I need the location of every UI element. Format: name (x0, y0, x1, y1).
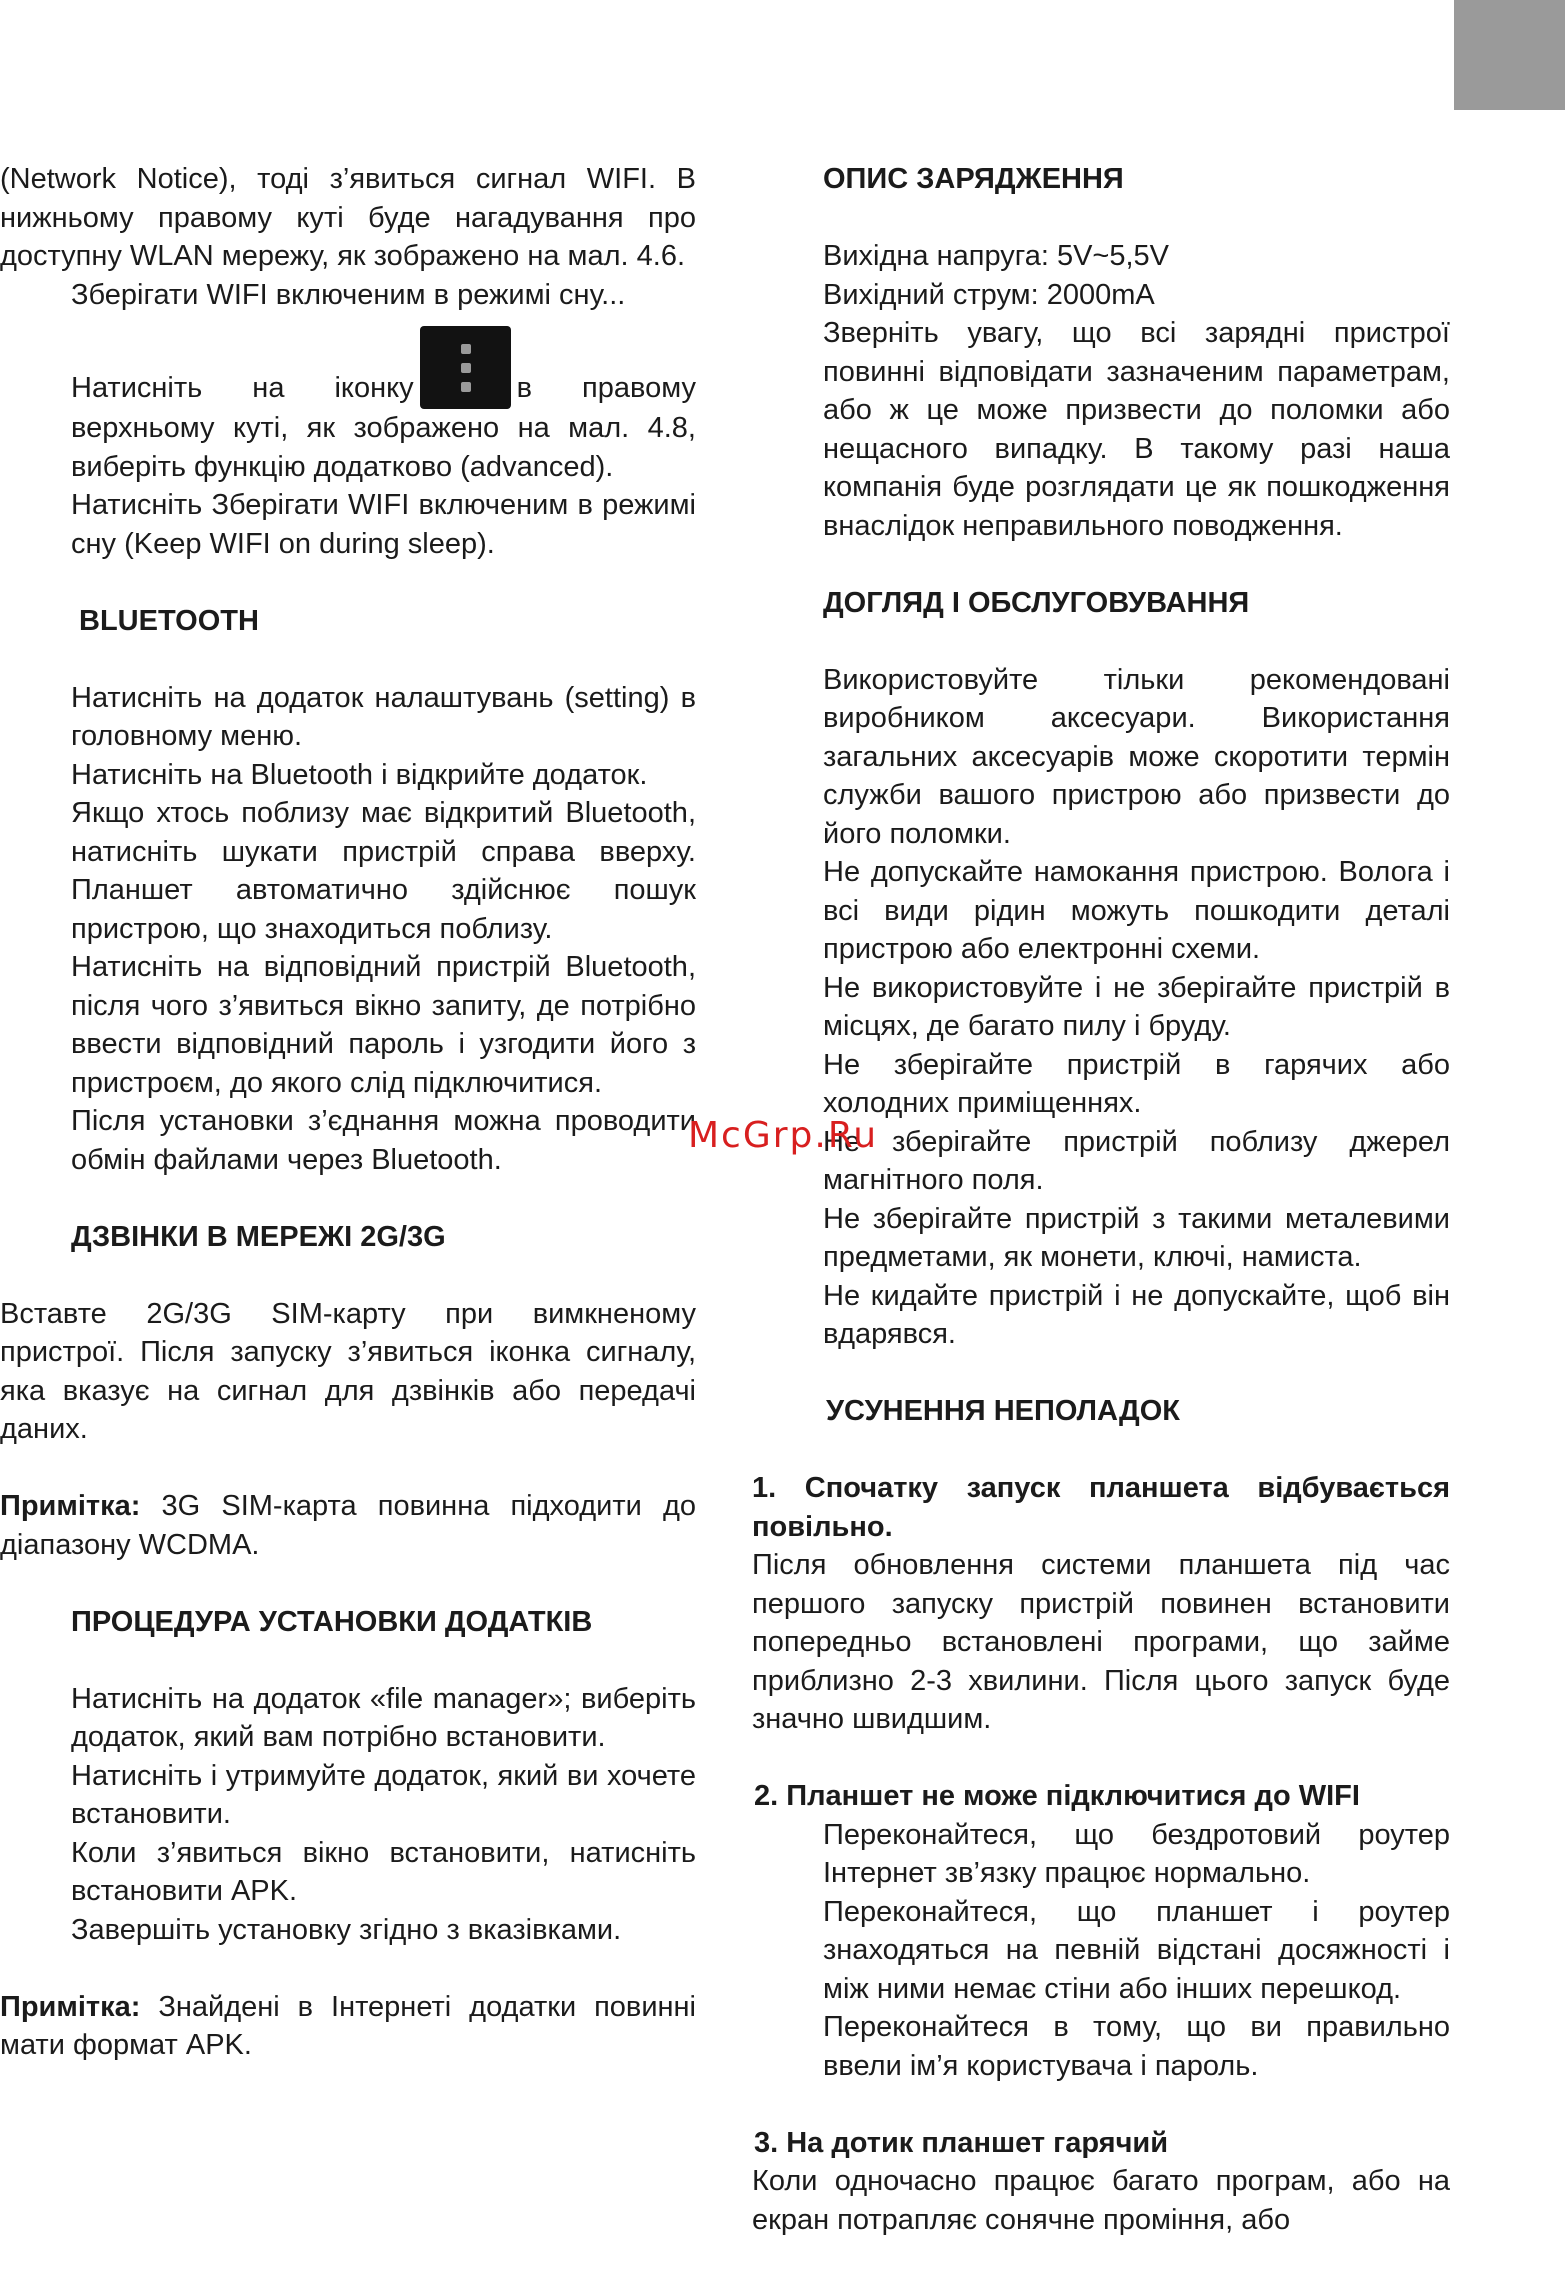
faq-answer: Переконайтеся в тому, що ви правильно ввели ім’я користувача і пароль. (823, 2011, 1450, 2082)
paragraph: Використовуйте тільки рекомендовані виробником аксесуари. Використання загальних аксесуарів може скоротити термін служби вашого пристрою або призвести до його поломки. (823, 663, 1450, 850)
paragraph: Якщо хтось поблизу має відкритий Bluetooth, натисніть шукати пристрій справа вверху. Планшет автоматично здійснює пошук пристрою, що знаходиться поблизу. (71, 797, 696, 945)
paragraph-with-icon (0, 326, 696, 486)
section-heading-troubleshooting: УСУНЕННЯ НЕПОЛАДОК (826, 1395, 1180, 1427)
paragraph: Не кидайте пристрій і не допускайте, щоб він вдарявся. (823, 1279, 1450, 1350)
faq-answer: Після обновлення системи планшета під час першого запуску пристрій повинен встановити попередньо встановлені програми, що займе приблизно 2-3 хвилини. Після цього запуск буде значно швидшим. (752, 1549, 1450, 1735)
paragraph: Не зберігайте пристрій поблизу джерел магнітного поля. (823, 1125, 1450, 1196)
note-label: Примітка: (0, 1990, 141, 2023)
note (0, 1487, 696, 1564)
note (0, 1988, 696, 2065)
paragraph: Завершіть установку згідно з вказівками. (71, 1913, 622, 1946)
section-heading-install: ПРОЦЕДУРА УСТАНОВКИ ДОДАТКІВ (71, 1605, 593, 1638)
paragraph-text: Натисніть на іконку (71, 372, 414, 404)
faq-question: 3. На дотик планшет гарячий (754, 2126, 1169, 2159)
paragraph: Після установки з’єднання можна проводити обмін файлами через Bluetooth. (71, 1105, 696, 1176)
note-label: Примітка: (0, 1490, 141, 1522)
faq-answer: Переконайтеся, що планшет і роутер знаходяться на певній відстані досяжності і між ними немає стіни або інших перешкод. (823, 1895, 1450, 2005)
paragraph: Вихідний струм: 2000mA (823, 278, 1155, 311)
paragraph: Вихідна напруга: 5V~5,5V (823, 240, 1170, 272)
section-heading-calls: ДЗВІНКИ В МЕРЕЖІ 2G/3G (71, 1220, 446, 1253)
paragraph-text: в правому верхньому куті, як зображено на мал. 4.8, виберіть функцію додатково (advanced). (71, 372, 696, 483)
paragraph: Натисніть на додаток «file manager»; виберіть додаток, який вам потрібно встановити. (71, 1682, 696, 1753)
faq-question: 2. Планшет не може підключитися до WIFI (754, 1780, 1360, 1812)
watermark: McGrp.Ru (688, 1115, 879, 1156)
paragraph: Зверніть увагу, що всі зарядні пристрої повинні відповідати зазначеним параметрам, або ж це може призвести до поломки або нещасного випадку. В такому разі наша компанія буде розглядати це як пошкодження внаслідок неправильного поводження. (823, 317, 1450, 542)
paragraph: Натисніть на відповідний пристрій Bluetooth, після чого з’явиться вікно запиту, де потрібно ввести відповідний пароль і узгодити його з пристроєм, до якого слід підключитися. (71, 951, 696, 1099)
paragraph: Зберігати WIFI включеним в режимі сну... (71, 278, 626, 311)
note-text: 3G SIM-карта повинна підходити до діапазону WCDMA. (0, 1490, 696, 1561)
left-column (0, 160, 696, 2065)
paragraph: Не зберігайте пристрій в гарячих або холодних приміщеннях. (823, 1048, 1450, 1119)
right-column (752, 160, 1450, 2239)
page-corner-tab (1454, 0, 1565, 110)
faq-answer: Коли одночасно працює багато програм, або на екран потрапляє сонячне проміння, або (752, 2165, 1450, 2236)
faq-answer: Переконайтеся, що бездротовий роутер Інтернет зв’язку працює нормально. (823, 1818, 1450, 1889)
paragraph: Натисніть на Bluetooth і відкрийте додаток. (71, 758, 648, 791)
paragraph: Натисніть Зберігати WIFI включеним в режимі сну (Keep WIFI on during sleep). (71, 489, 696, 560)
section-heading-charging: ОПИС ЗАРЯДЖЕННЯ (823, 163, 1124, 195)
section-heading-bluetooth: BLUETOOTH (79, 604, 259, 637)
faq-question: 1. Спочатку запуск планшета відбувається повільно. (752, 1472, 1450, 1543)
overflow-menu-icon (420, 326, 511, 409)
note-text: Знайдені в Інтернеті додатки повинні мати формат APK. (0, 1990, 696, 2061)
paragraph: Не допускайте намокання пристрою. Волога і всі види рідин можуть пошкодити деталі пристрою або електронні схеми. (823, 856, 1450, 965)
paragraph: Натисніть на додаток налаштувань (setting) в головному меню. (71, 681, 696, 752)
paragraph: Не використовуйте і не зберігайте пристрій в місцях, де багато пилу і бруду. (823, 971, 1450, 1042)
paragraph: Вставте 2G/3G SIM-карту при вимкненому пристрої. Після запуску з’явиться іконка сигналу, яка вказує на сигнал для дзвінків або передачі даних. (0, 1297, 696, 1445)
paragraph: Коли з’явиться вікно встановити, натисніть встановити APK. (71, 1836, 696, 1907)
section-heading-care: ДОГЛЯД І ОБСЛУГОВУВАННЯ (823, 586, 1250, 619)
paragraph: Не зберігайте пристрій з такими металевими предметами, як монети, ключі, намиста. (823, 1202, 1450, 1273)
paragraph: (Network Notice), тоді з’явиться сигнал WIFI. В нижньому правому куті буде нагадування про доступну WLAN мережу, як зображено на мал. 4.6. (0, 163, 696, 272)
paragraph: Натисніть і утримуйте додаток, який ви хочете встановити. (71, 1759, 696, 1830)
